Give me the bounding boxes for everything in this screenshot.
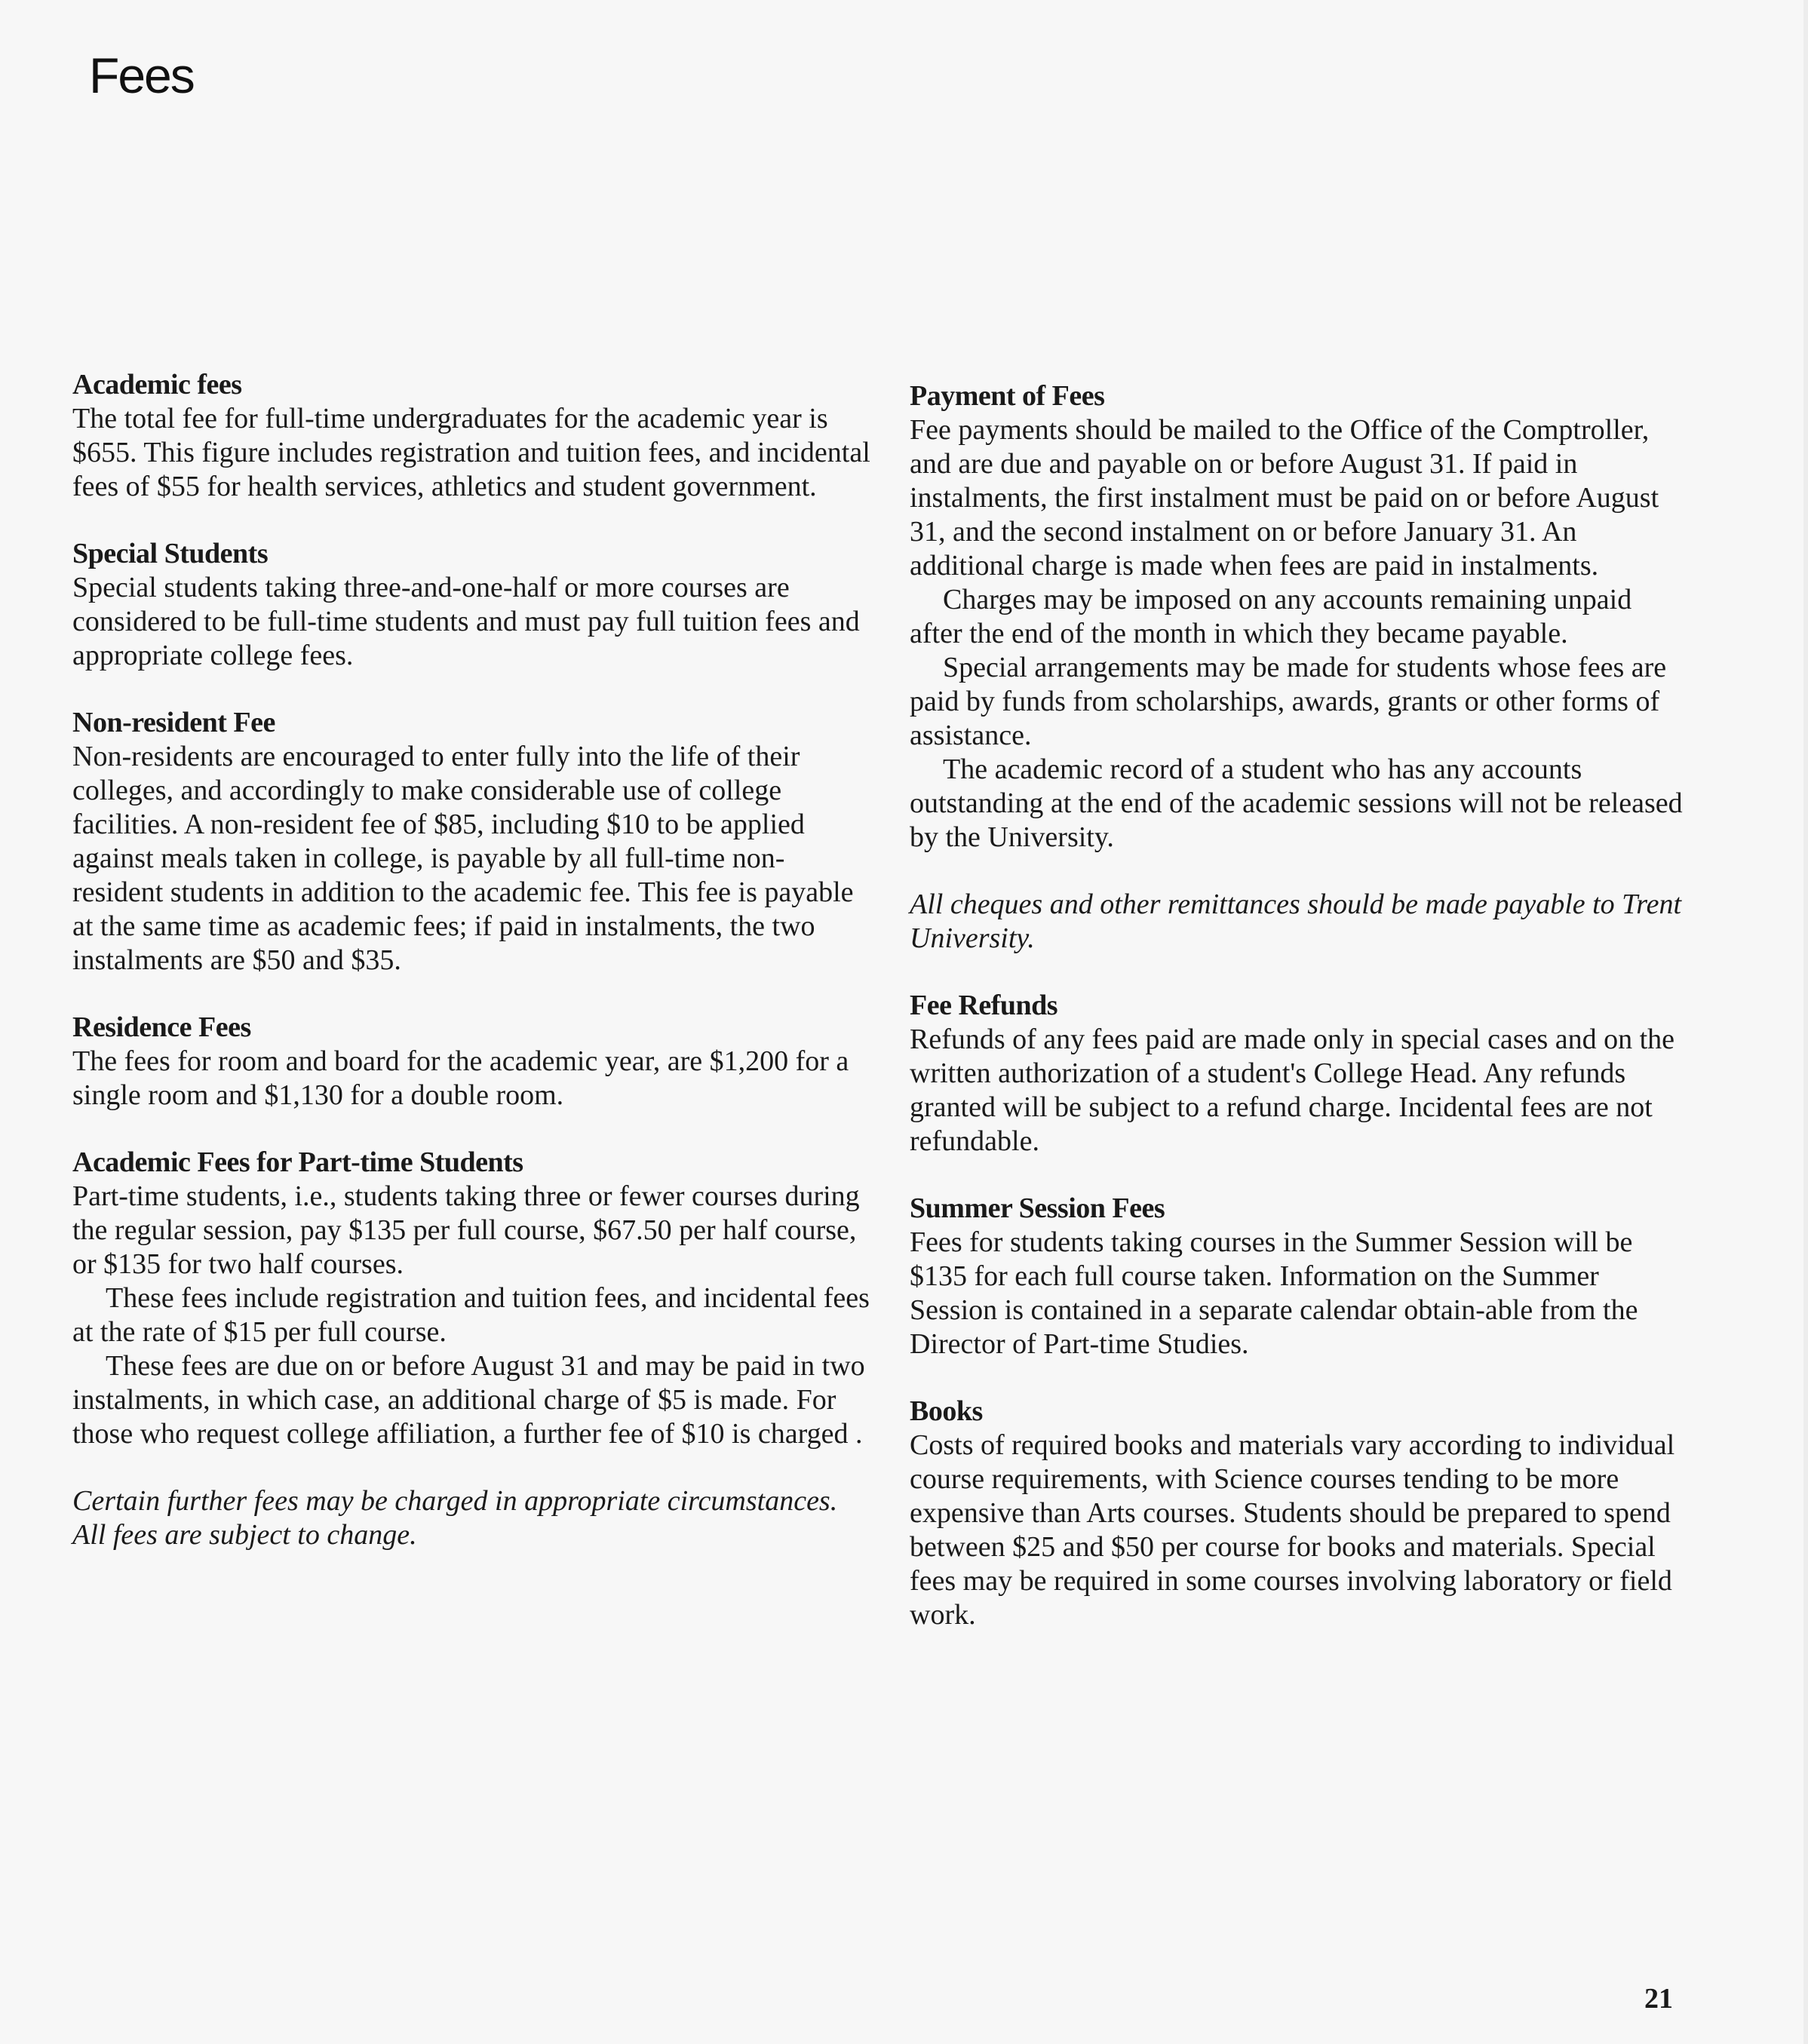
section-fee-refunds xyxy=(910,989,1687,1159)
paragraph: These fees include registration and tuition fees, and incidental fees at the rate of $15 per full course. xyxy=(72,1282,870,1348)
paragraph: Charges may be imposed on any accounts remaining unpaid after the end of the month in which they became payable. xyxy=(910,584,1632,649)
paragraph: Fees for students taking courses in the Summer Session will be $135 for each full course taken. Information on the Summer Session is contained in a separate calendar obtain-able from the Director of Part-time Studies. xyxy=(910,1226,1638,1360)
section-academic-fees xyxy=(72,368,872,504)
section-books xyxy=(910,1395,1687,1632)
section-payment-of-fees xyxy=(910,379,1687,855)
paragraph: Part-time students, i.e., students taking three or fewer courses during the regular session, pay $135 per full course, $67.50 per half course, or $135 for two half courses. xyxy=(72,1180,860,1280)
paragraph: Non-residents are encouraged to enter fully into the life of their colleges, and accordingly to make considerable use of college facilities. A non-resident fee of $85, including $10 to be applied against meals taken in college, is payable by all full-time non-resident students in addition to the academic fee. This fee is payable at the same time as academic fees; if paid in instalments, the two instalments are $50 and $35. xyxy=(72,741,854,976)
paragraph: The academic record of a student who has any accounts outstanding at the end of the academic sessions will not be released by the University. xyxy=(910,753,1683,853)
page-edge xyxy=(1803,0,1808,2044)
section-heading: Academic Fees for Part-time Students xyxy=(72,1146,523,1178)
paragraph: The total fee for full-time undergraduates for the academic year is $655. This figure includes registration and tuition fees, and incidental fees of $55 for health services, athletics and student government. xyxy=(72,403,870,502)
italic-note: Certain further fees may be charged in appropriate circumstances. xyxy=(72,1485,838,1517)
section-heading: Residence Fees xyxy=(72,1011,251,1043)
paragraph: Fee payments should be mailed to the Office of the Comptroller, and are due and payable on or before August 31. If paid in instalments, the first instalment must be paid on or before August 31, and the second instalment on or before January 31. An additional charge is made when fees are paid in instalments. xyxy=(910,414,1659,582)
section-heading: Academic fees xyxy=(72,369,242,401)
paragraph: The fees for room and board for the academic year, are $1,200 for a single room and $1,130 for a double room. xyxy=(72,1045,849,1111)
paragraph: These fees are due on or before August 31 and may be paid in two instalments, in which case, an additional charge of $5 is made. For those who request college affiliation, a further fee of $10 is charged . xyxy=(72,1350,865,1450)
section-special-students xyxy=(72,537,872,673)
section-heading: Books xyxy=(910,1395,983,1427)
page-title: Fees xyxy=(89,48,194,103)
section-non-resident-fee xyxy=(72,706,872,977)
left-column xyxy=(72,368,872,1552)
section-part-time-fees xyxy=(72,1146,872,1451)
italic-note: All cheques and other remittances should be made payable to Trent University. xyxy=(910,888,1682,954)
section-summer-session-fees xyxy=(910,1192,1687,1361)
paragraph: Costs of required books and materials vary according to individual course requirements, with Science courses tending to be more expensive than Arts courses. Students should be prepared to spend between $25 and $50 per course for books and materials. Special fees may be required in some courses involving laboratory or field work. xyxy=(910,1429,1675,1631)
italic-note: All fees are subject to change. xyxy=(72,1519,417,1551)
section-heading: Summer Session Fees xyxy=(910,1192,1165,1224)
right-column xyxy=(910,379,1687,1665)
paragraph: Special students taking three-and-one-half or more courses are considered to be full-time students and must pay full tuition fees and appropriate college fees. xyxy=(72,572,860,671)
section-heading: Non-resident Fee xyxy=(72,707,275,738)
page-number: 21 xyxy=(1644,1983,1673,2015)
section-residence-fees xyxy=(72,1011,872,1113)
paragraph: Refunds of any fees paid are made only in special cases and on the written authorization of a student's College Head. Any refunds granted will be subject to a refund charge. Incidental fees are not refundable. xyxy=(910,1024,1675,1157)
section-heading: Fee Refunds xyxy=(910,990,1058,1021)
section-heading: Special Students xyxy=(72,538,269,569)
cheques-note xyxy=(910,888,1687,956)
paragraph: Special arrangements may be made for students whose fees are paid by funds from scholarships, awards, grants or other forms of assistance. xyxy=(910,652,1667,751)
fees-notes xyxy=(72,1484,872,1552)
section-heading: Payment of Fees xyxy=(910,380,1105,412)
